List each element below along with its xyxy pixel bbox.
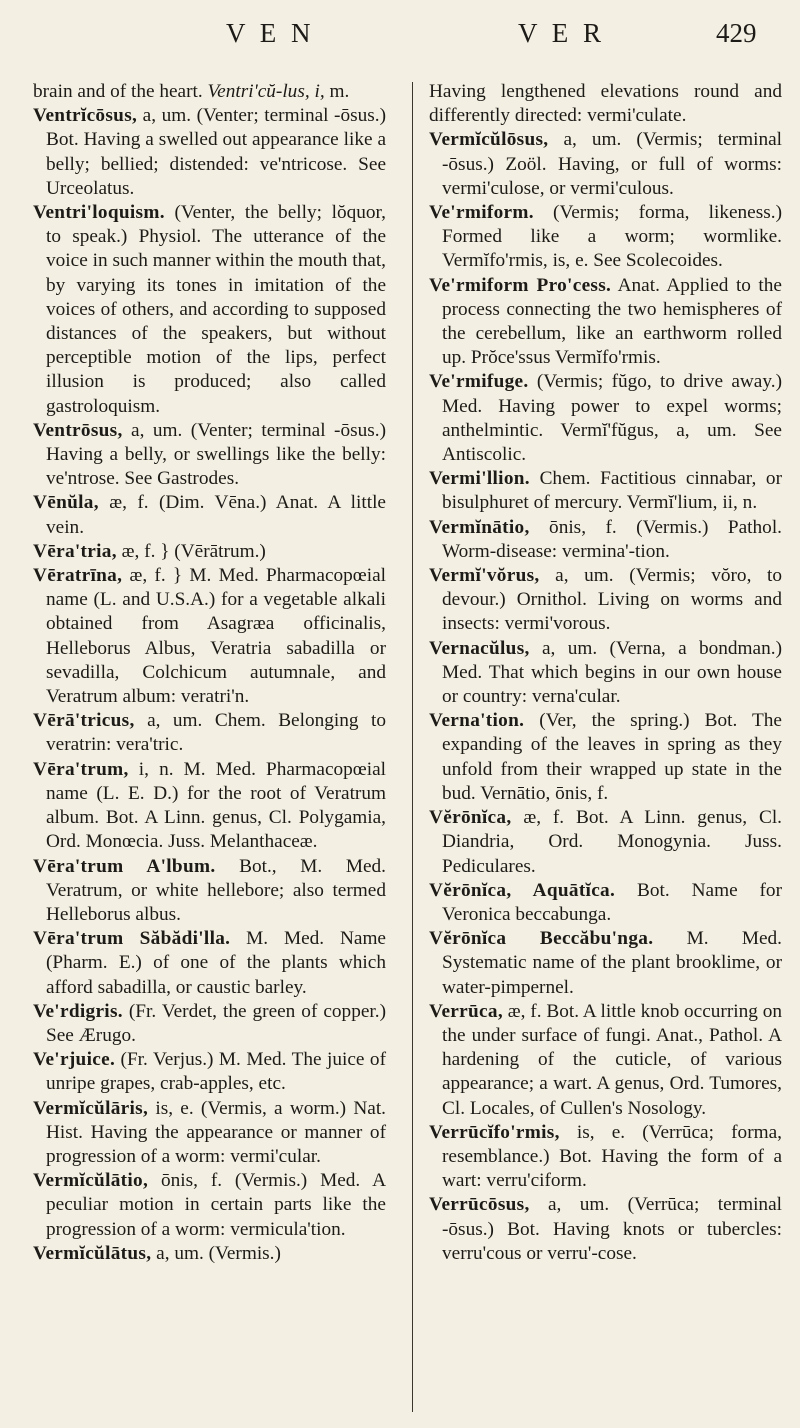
- entry-headword: Vērā'tricus,: [33, 710, 135, 732]
- entry-definition: a, um. (Vermis.): [151, 1242, 281, 1264]
- dictionary-entry: [33, 104, 386, 201]
- entry-gender: m.: [324, 81, 350, 102]
- entry-headword: Ve'rmiform.: [429, 202, 534, 224]
- entry-headword: Vermĭcŭlōsus,: [429, 129, 549, 151]
- entry-definition: ōnis, f. (Vermis.) Med. A peculiar motion in certain parts like the progression of a worm: vermicula'tion.: [46, 1170, 386, 1240]
- dictionary-entry: [429, 637, 782, 710]
- dictionary-entry: [429, 709, 782, 806]
- entry-headword: Vermĭnātio,: [429, 516, 530, 538]
- dictionary-entry: [33, 201, 386, 419]
- running-head-left: V E N: [226, 18, 315, 48]
- column-divider: [412, 82, 413, 1412]
- dictionary-entry: [33, 709, 386, 757]
- entry-latin-form: Ventri'cŭ-lus, i,: [207, 81, 325, 102]
- dictionary-entry: [33, 419, 386, 492]
- entry-definition: æ, f. (Dim. Vēna.) Anat. A little vein.: [46, 492, 386, 538]
- dictionary-entry: [429, 516, 782, 564]
- dictionary-entry: [429, 1000, 782, 1121]
- entry-headword: Ventrĭcōsus,: [33, 105, 138, 127]
- entry-headword: Ve'rmiform Pro'cess.: [429, 274, 612, 296]
- entry-definition: (Ver, the spring.) Bot. The expanding of the leaves in spring as they unfold from their wrapped up state in the bud. Vernātio, ōnis, f.: [442, 710, 782, 804]
- entry-definition: a, um. (Verna, a bondman.) Med. That which begins in our own house or country: verna'cular.: [442, 637, 782, 708]
- entry-definition: a, um. (Venter; terminal -ōsus.) Having a belly, or swellings like the belly: ve'ntrose. See Gastrodes.: [46, 419, 386, 490]
- entry-definition: Bot., M. Med. Veratrum, or white hellebore; also termed Helleborus albus.: [46, 855, 387, 925]
- dictionary-entry: [33, 927, 386, 1000]
- entry-definition: Anat. Applied to the process connecting the two hemispheres of the cerebellum, like an earthworm rolled up. Prŏce'ssus Vermĭfo'rmis.: [442, 274, 782, 369]
- dictionary-entry: [33, 1242, 386, 1266]
- entry-definition: a, um. (Vermis; terminal -ōsus.) Zoöl. Having, or full of worms: vermi'culose, or vermi'culous.: [442, 129, 782, 199]
- dictionary-entry: [429, 467, 782, 515]
- entry-headword: Verna'tion.: [429, 710, 525, 732]
- entry-headword: Verrūcōsus,: [429, 1194, 530, 1216]
- entry-definition: M. Med. Name (Pharm. E.) of one of the plants which afford sabadilla, or caustic barley.: [46, 928, 386, 998]
- entry-definition: a, um. (Venter; terminal -ōsus.) Bot. Having a swelled out appearance like a belly; bellied; distended: ve'ntricose. See Urceolatus.: [46, 105, 386, 199]
- dictionary-entry: [429, 274, 782, 371]
- entry-headword: Vĕrōnĭca, Aquātĭca.: [429, 879, 616, 901]
- entry-headword: Ve'rjuice.: [33, 1049, 116, 1071]
- dictionary-entry: [429, 370, 782, 467]
- entry-definition: Bot. Name for Veronica beccabunga.: [442, 879, 782, 925]
- entry-definition: is, e. (Verrūca; forma, resemblance.) Bot. Having the form of a wart: verru'ciform.: [442, 1121, 782, 1192]
- entry-definition: æ, f. Bot. A Linn. genus, Cl. Diandria, Ord. Monogynia. Juss. Pediculares.: [442, 807, 782, 877]
- entry-headword: Vermĭcŭlātio,: [33, 1170, 149, 1192]
- entry-headword: Vēra'tria,: [33, 540, 117, 562]
- entry-definition: a, um. (Verrūca; terminal -ōsus.) Bot. Having knots or tubercles: verru'cous or verru'-cose.: [442, 1194, 782, 1264]
- dictionary-entry: [33, 1000, 386, 1048]
- entry-definition: ōnis, f. (Vermis.) Pathol. Worm-disease: vermina'-tion.: [442, 516, 782, 562]
- dictionary-entry: [429, 927, 782, 1000]
- dictionary-entry: [33, 1169, 386, 1242]
- entry-definition: i, n. M. Med. Pharmacopœial name (L. E. D.) for the root of Veratrum album. Bot. A Linn. genus, Cl. Polygamia, Ord. Monœcia. Juss. Melanthaceæ.: [46, 758, 386, 853]
- dictionary-entry: [429, 80, 782, 128]
- entry-definition: æ, f. } (Vērātrum.): [116, 540, 266, 562]
- entry-headword: Ventrōsus,: [33, 419, 123, 441]
- entry-headword: Vĕrōnĭca,: [429, 807, 512, 829]
- entry-definition: Chem. Factitious cinnabar, or bisulphuret of mercury. Vermĭ'lium, ii, n.: [442, 468, 782, 514]
- entry-headword: Ve'rmifuge.: [429, 371, 529, 393]
- entry-definition: brain and of the heart.: [33, 81, 208, 102]
- entry-headword: Ventri'loquism.: [33, 202, 165, 224]
- dictionary-entry: [429, 564, 782, 637]
- entry-definition: is, e. (Vermis, a worm.) Nat. Hist. Having the appearance or manner of progression of a worm: vermi'cular.: [46, 1097, 386, 1167]
- running-head: [0, 18, 800, 58]
- right-column: [429, 80, 782, 1266]
- entry-headword: Verrūca,: [429, 1000, 503, 1022]
- entry-headword: Verrūcĭfo'rmis,: [429, 1121, 560, 1143]
- entry-headword: Ve'rdigris.: [33, 1000, 123, 1022]
- entry-definition: (Venter, the belly; lŏquor, to speak.) Physiol. The utterance of the voice in such manner within the mouth that, by varying its tones in imitation of the voices of others, and according to supposed distances of the speakers, but without perceptible motion of the lips, perfect illusion is produced; also called gastroloquism.: [46, 202, 386, 417]
- entry-definition: æ, f. Bot. A little knob occurring on the under surface of fungi. Anat., Pathol. A hardening of the cuticle, of various appearance; a wart. A genus, Ord. Tumores, Cl. Locales, of Cullen's Nosology.: [442, 1000, 783, 1119]
- entry-definition: a, um. Chem. Belonging to veratrin: vera'tric.: [46, 710, 386, 756]
- dictionary-entry: [429, 1121, 782, 1194]
- entry-definition: Having lengthened elevations round and differently directed: vermi'culate.: [429, 81, 782, 127]
- entry-definition: (Vermis; forma, likeness.) Formed like a worm; wormlike. Vermĭfo'rmis, is, e. See Scolecoides.: [442, 202, 782, 272]
- left-column: [33, 80, 386, 1266]
- entry-definition: (Vermis; fŭgo, to drive away.) Med. Having power to expel worms; anthelmintic. Vermĭ'fŭgus, a, um. See Antiscolic.: [442, 371, 782, 466]
- dictionary-entry: [429, 879, 782, 927]
- entry-headword: Vēnŭla,: [33, 492, 99, 514]
- page-number: 429: [716, 18, 757, 48]
- entry-definition: (Fr. Verjus.) M. Med. The juice of unripe grapes, crab-apples, etc.: [46, 1049, 386, 1095]
- entry-headword: Vēra'trum A'lbum.: [33, 855, 216, 877]
- dictionary-entry: [33, 564, 386, 709]
- dictionary-entry: [33, 1048, 386, 1096]
- dictionary-entry: [33, 491, 386, 539]
- entry-headword: Vermĭcŭlāris,: [33, 1097, 149, 1119]
- dictionary-entry: [429, 128, 782, 201]
- dictionary-entry: [429, 201, 782, 274]
- dictionary-entry: [33, 855, 386, 928]
- entry-headword: Vēratrīna,: [33, 565, 123, 587]
- entry-headword: Vermi'llion.: [429, 468, 530, 490]
- entry-definition: (Fr. Verdet, the green of copper.) See Ærugo.: [46, 1000, 386, 1046]
- running-head-right: V E R: [518, 18, 606, 48]
- entry-headword: Vernacŭlus,: [429, 637, 530, 659]
- entry-definition: M. Med. Systematic name of the plant brooklime, or water-pimpernel.: [442, 928, 782, 998]
- entry-headword: Vēra'trum Săbădi'lla.: [33, 928, 231, 950]
- dictionary-entry: [33, 1097, 386, 1170]
- dictionary-entry: [429, 806, 782, 879]
- entry-headword: Vēra'trum,: [33, 758, 129, 780]
- dictionary-entry: [33, 540, 386, 564]
- entry-headword: Vĕrōnĭca Beccăbu'nga.: [429, 928, 654, 950]
- entry-headword: Vermĭcŭlātus,: [33, 1242, 152, 1264]
- dictionary-entry: [33, 758, 386, 855]
- entry-headword: Vermĭ'vŏrus,: [429, 565, 540, 587]
- dictionary-entry: [429, 1193, 782, 1266]
- entry-definition: æ, f. } M. Med. Pharmacopœial name (L. and U.S.A.) for a vegetable alkali obtained from Asagræa officinalis, Helleborus Albus, Veratria sabadilla or sevadilla, Colchicum autumnale, and Veratrum album: veratri'n.: [46, 565, 386, 708]
- entry-definition: a, um. (Vermis; vŏro, to devour.) Ornithol. Living on worms and insects: vermi'vorous.: [442, 565, 782, 635]
- dictionary-entry: [33, 80, 386, 104]
